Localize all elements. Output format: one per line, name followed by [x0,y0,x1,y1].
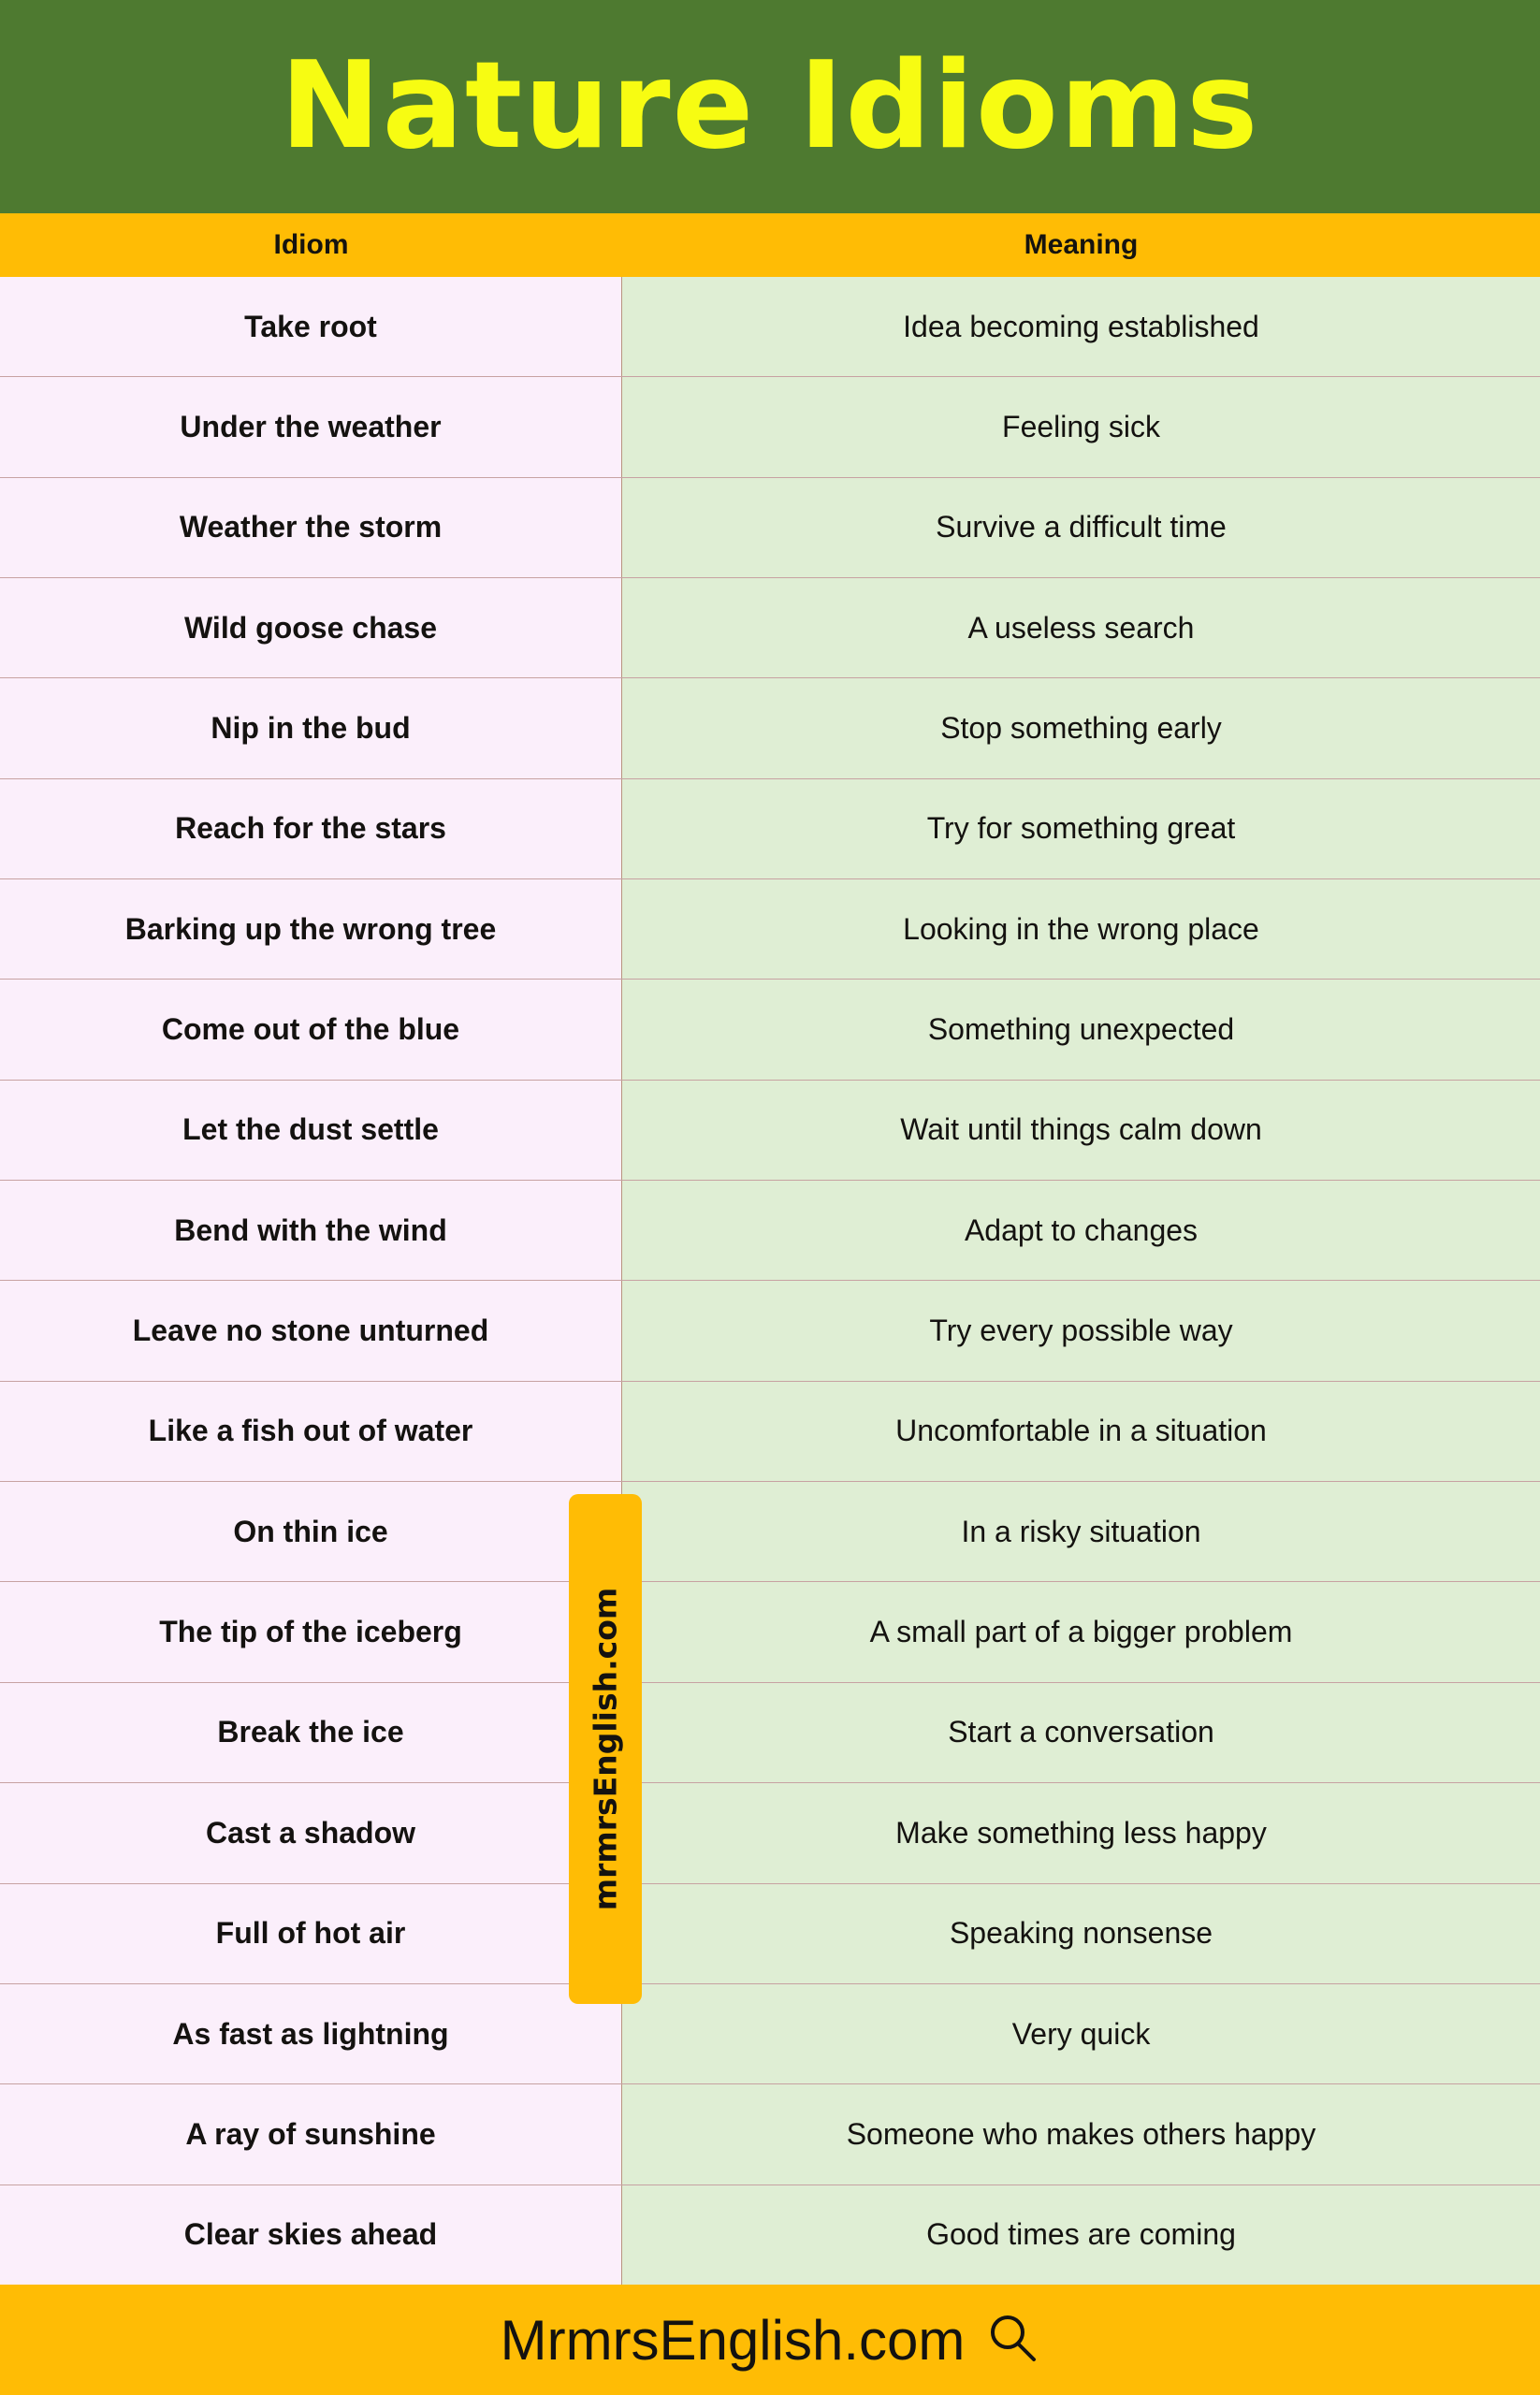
cell-meaning: Start a conversation [622,1683,1540,1782]
poster-footer [0,2285,1540,2395]
cell-idiom: The tip of the iceberg [0,1582,622,1681]
cell-idiom: Leave no stone unturned [0,1281,622,1380]
table-row [0,1081,1540,1181]
table-row [0,879,1540,980]
cell-idiom: A ray of sunshine [0,2084,622,2184]
cell-meaning: Feeling sick [622,377,1540,476]
table-row [0,578,1540,678]
cell-idiom: Take root [0,277,622,376]
cell-meaning: Looking in the wrong place [622,879,1540,979]
cell-idiom: Weather the storm [0,478,622,577]
table-row [0,1482,1540,1582]
search-icon [985,2311,1039,2370]
table-row [0,1181,1540,1281]
table-row [0,277,1540,377]
column-header-idiom: Idiom [273,229,349,260]
table-row [0,779,1540,879]
cell-idiom: On thin ice [0,1482,622,1581]
cell-idiom: Full of hot air [0,1884,622,1983]
page-title: Nature Idioms [280,36,1260,176]
cell-idiom: Nip in the bud [0,678,622,777]
table-row [0,1984,1540,2084]
table-row [0,1281,1540,1381]
cell-meaning: Survive a difficult time [622,478,1540,577]
cell-meaning: Wait until things calm down [622,1081,1540,1180]
table-row [0,980,1540,1080]
cell-idiom: As fast as lightning [0,1984,622,2083]
footer-site-label: MrmrsEnglish.com [500,2308,966,2372]
table-row [0,2084,1540,2185]
cell-meaning: Very quick [622,1984,1540,2083]
poster-header [0,0,1540,213]
table-row [0,1884,1540,1984]
cell-meaning: A useless search [622,578,1540,677]
table-row [0,478,1540,578]
cell-meaning: Uncomfortable in a situation [622,1382,1540,1481]
cell-idiom: Wild goose chase [0,578,622,677]
table-row [0,2185,1540,2285]
column-header-meaning: Meaning [1024,229,1139,260]
cell-meaning: Idea becoming established [622,277,1540,376]
cell-meaning: Speaking nonsense [622,1884,1540,1983]
cell-meaning: Adapt to changes [622,1181,1540,1280]
cell-idiom: Let the dust settle [0,1081,622,1180]
cell-meaning: Someone who makes others happy [622,2084,1540,2184]
cell-meaning: Make something less happy [622,1783,1540,1882]
table-row [0,1783,1540,1883]
cell-idiom: Under the weather [0,377,622,476]
table-header-row [0,213,1540,277]
table-row [0,377,1540,477]
cell-idiom: Reach for the stars [0,779,622,878]
cell-meaning: Try for something great [622,779,1540,878]
table-row [0,1683,1540,1783]
cell-meaning: A small part of a bigger problem [622,1582,1540,1681]
watermark-tab [569,1494,642,2004]
cell-idiom: Like a fish out of water [0,1382,622,1481]
cell-meaning: In a risky situation [622,1482,1540,1581]
table-row [0,1582,1540,1682]
cell-idiom: Bend with the wind [0,1181,622,1280]
cell-meaning: Stop something early [622,678,1540,777]
table-row [0,678,1540,778]
cell-idiom: Break the ice [0,1683,622,1782]
idioms-table-body [0,277,1540,2285]
cell-idiom: Clear skies ahead [0,2185,622,2285]
cell-idiom: Barking up the wrong tree [0,879,622,979]
table-row [0,1382,1540,1482]
cell-meaning: Something unexpected [622,980,1540,1079]
cell-idiom: Cast a shadow [0,1783,622,1882]
cell-meaning: Good times are coming [622,2185,1540,2285]
cell-idiom: Come out of the blue [0,980,622,1079]
watermark-label: mrmrsEnglish.com [587,1587,624,1911]
cell-meaning: Try every possible way [622,1281,1540,1380]
